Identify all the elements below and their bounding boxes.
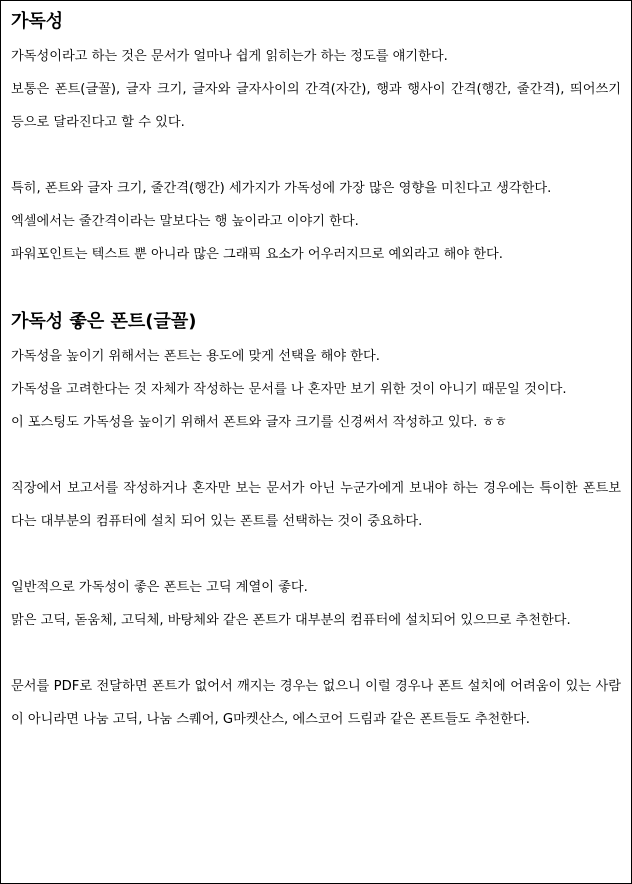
paragraph: 특히, 폰트와 글자 크기, 줄간격(행간) 세가지가 가독성에 가장 많은 영향을 미친다고 생각한다. [11, 181, 552, 196]
section-heading-readability: 가독성 [11, 11, 64, 32]
blank-line [11, 637, 621, 670]
section-heading-readable-fonts: 가독성 좋은 폰트(글꼴) [11, 311, 197, 332]
paragraph: 가독성을 높이기 위해서는 폰트는 용도에 맞게 선택을 해야 한다. [11, 349, 380, 364]
blank-line [11, 139, 621, 172]
blank-line [11, 439, 621, 472]
paragraph: 보통은 폰트(글꼴), 글자 크기, 글자와 글자사이의 간격(자간), 행과 행사이 간격(행간, 줄간격), 띄어쓰기 등으로 달라진다고 할 수 있다. [11, 82, 621, 130]
paragraph: 맑은 고딕, 돋움체, 고딕체, 바탕체와 같은 폰트가 대부분의 컴퓨터에 설치되어 있으므로 추천한다. [11, 613, 571, 628]
paragraph: 엑셀에서는 줄간격이라는 말보다는 행 높이라고 이야기 한다. [11, 214, 359, 229]
paragraph: 파워포인트는 텍스트 뿐 아니라 많은 그래픽 요소가 어우러지므로 예외라고 해야 한다. [11, 247, 503, 262]
paragraph: 이 포스팅도 가독성을 높이기 위해서 폰트와 글자 크기를 신경써서 작성하고 있다. ㅎㅎ [11, 415, 508, 430]
paragraph: 가독성을 고려한다는 것 자체가 작성하는 문서를 나 혼자만 보기 위한 것이 아니기 때문일 것이다. [11, 382, 567, 397]
paragraph: 문서를 PDF로 전달하면 폰트가 없어서 깨지는 경우는 없으니 이럴 경우나 폰트 설치에 어려움이 있는 사람이 아니라면 나눔 고딕, 나눔 스퀘어, G마켓산스, 에스코어 드림과 같은 폰트들도 추천한다. [11, 679, 621, 727]
blank-line [11, 538, 621, 571]
paragraph: 일반적으로 가독성이 좋은 폰트는 고딕 계열이 좋다. [11, 580, 308, 595]
paragraph: 직장에서 보고서를 작성하거나 혼자만 보는 문서가 아닌 누군가에게 보내야 하는 경우에는 특이한 폰트보다는 대부분의 컴퓨터에 설치 되어 있는 폰트를 선택하는 것이 중요하다. [11, 481, 621, 529]
paragraph: 가독성이라고 하는 것은 문서가 얼마나 쉽게 읽히는가 하는 정도를 얘기한다. [11, 49, 448, 64]
blank-line [11, 271, 621, 304]
